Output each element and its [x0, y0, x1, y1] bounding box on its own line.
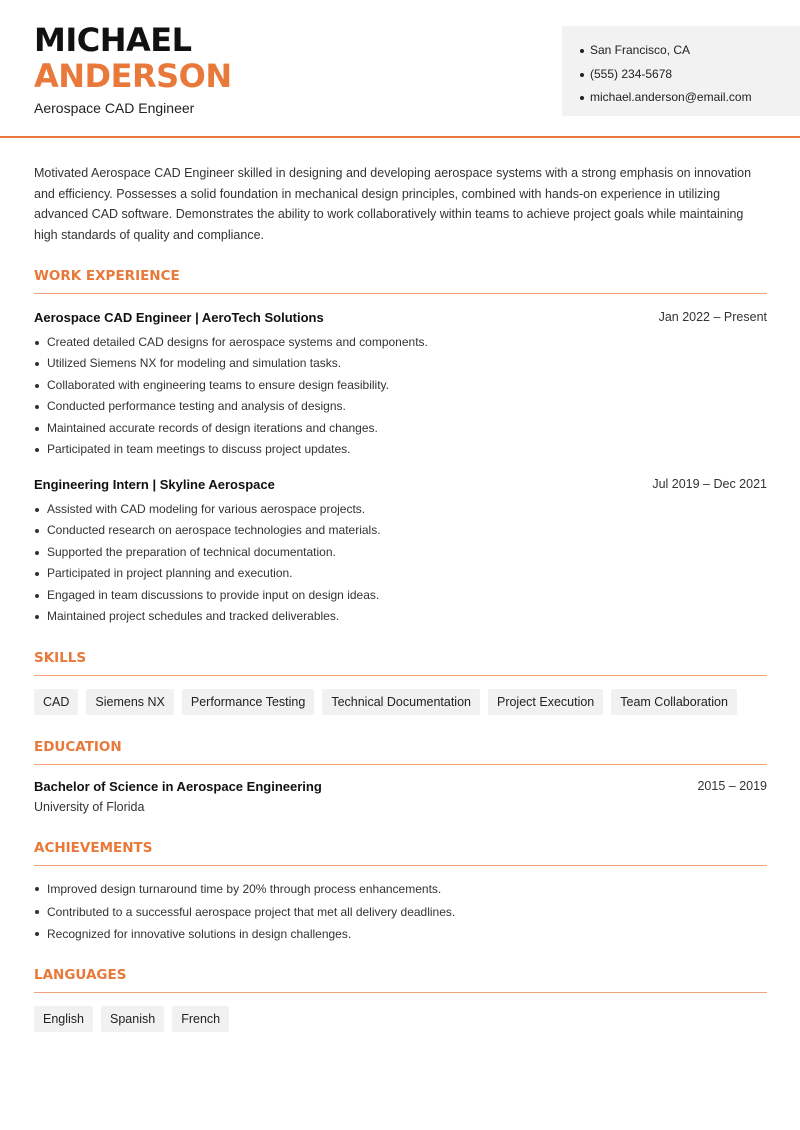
candidate-name	[34, 22, 232, 94]
skill-tag: Technical Documentation	[322, 689, 480, 715]
education-dates: 2015 – 2019	[697, 779, 767, 793]
skill-tag: Performance Testing	[182, 689, 314, 715]
education-entry-header	[34, 779, 767, 794]
list-item: Collaborated with engineering teams to ensure design feasibility.	[34, 375, 767, 396]
languages-list	[34, 1006, 229, 1032]
school-name: University of Florida	[34, 800, 145, 814]
list-item: Supported the preparation of technical documentation.	[34, 542, 767, 563]
job-role: Aerospace CAD Engineer | AeroTech Solutions	[34, 310, 324, 325]
list-item: Created detailed CAD designs for aerospace systems and components.	[34, 332, 767, 353]
section-title-work-experience: WORK EXPERIENCE	[34, 268, 767, 294]
list-item: Conducted performance testing and analysis of designs.	[34, 396, 767, 417]
job-entry-header	[34, 310, 767, 325]
first-name: MICHAEL	[34, 21, 192, 59]
contact-box	[562, 26, 800, 116]
contact-location: San Francisco, CA	[580, 39, 800, 63]
list-item: Engaged in team discussions to provide input on design ideas.	[34, 585, 767, 606]
job-bullets	[34, 332, 767, 460]
list-item: Participated in project planning and execution.	[34, 563, 767, 584]
skill-tag: CAD	[34, 689, 78, 715]
list-item: Conducted research on aerospace technologies and materials.	[34, 520, 767, 541]
section-title-achievements: ACHIEVEMENTS	[34, 840, 767, 866]
skill-tag: Project Execution	[488, 689, 603, 715]
job-dates: Jan 2022 – Present	[658, 310, 767, 324]
language-tag: Spanish	[101, 1006, 164, 1032]
contact-email: michael.anderson@email.com	[580, 86, 800, 110]
achievements-list	[34, 878, 767, 946]
language-tag: French	[172, 1006, 229, 1032]
section-title-languages: LANGUAGES	[34, 967, 767, 993]
job-title: Aerospace CAD Engineer	[34, 100, 195, 116]
resume-header	[0, 0, 800, 138]
skill-tag: Siemens NX	[86, 689, 173, 715]
professional-summary: Motivated Aerospace CAD Engineer skilled in designing and developing aerospace systems with a strong emphasis on innovation and efficiency. Possesses a solid foundation in mechanical design principles, combined with hands-on experience in utilizing advanced CAD software. Demonstrates the ability to work collaboratively within teams to achieve project goals while maintaining high standards of quality and compliance.	[34, 166, 752, 242]
language-tag: English	[34, 1006, 93, 1032]
list-item: Assisted with CAD modeling for various aerospace projects.	[34, 499, 767, 520]
contact-phone: (555) 234-5678	[580, 63, 800, 87]
list-item: Recognized for innovative solutions in design challenges.	[34, 923, 767, 946]
skills-list	[34, 689, 737, 715]
skill-tag: Team Collaboration	[611, 689, 737, 715]
section-title-education: EDUCATION	[34, 739, 767, 765]
last-name: ANDERSON	[34, 57, 232, 95]
list-item: Participated in team meetings to discuss project updates.	[34, 439, 767, 460]
section-title-skills: SKILLS	[34, 650, 767, 676]
list-item: Contributed to a successful aerospace project that met all delivery deadlines.	[34, 901, 767, 924]
job-role: Engineering Intern | Skyline Aerospace	[34, 477, 275, 492]
list-item: Maintained project schedules and tracked deliverables.	[34, 606, 767, 627]
list-item: Improved design turnaround time by 20% through process enhancements.	[34, 878, 767, 901]
job-bullets	[34, 499, 767, 627]
list-item: Maintained accurate records of design iterations and changes.	[34, 418, 767, 439]
list-item: Utilized Siemens NX for modeling and simulation tasks.	[34, 353, 767, 374]
job-dates: Jul 2019 – Dec 2021	[652, 477, 767, 491]
degree: Bachelor of Science in Aerospace Engineering	[34, 779, 322, 794]
job-entry-header	[34, 477, 767, 492]
